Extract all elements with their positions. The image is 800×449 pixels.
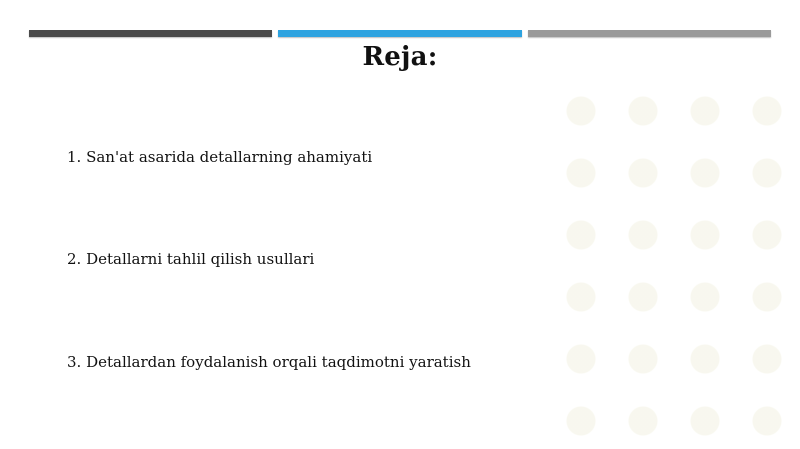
slide-title: Reja: (362, 42, 438, 72)
plan-item: 3. Detallardan foydalanish orqali taqdimotni yaratish (67, 353, 471, 371)
plan-item: 2. Detallarni tahlil qilish usullari (67, 250, 315, 268)
plan-list (67, 0, 717, 449)
plan-item: 1. San'at asarida detallarning ahamiyati (67, 148, 373, 166)
